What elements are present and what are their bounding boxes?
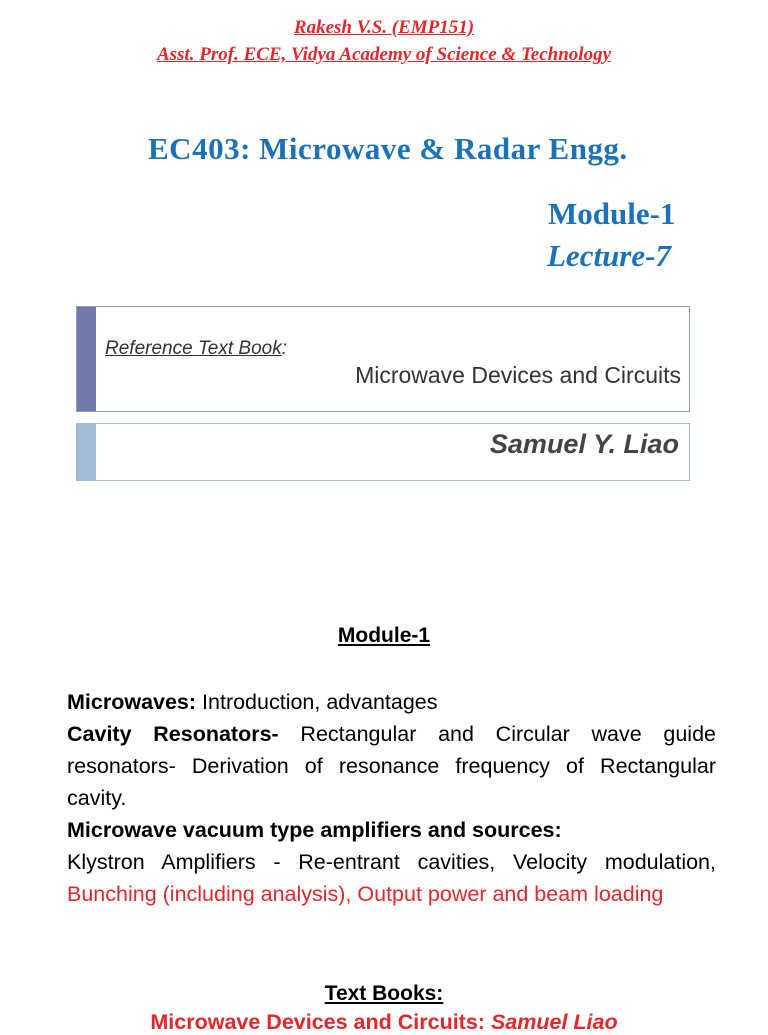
klystron-highlight: Bunching (including analysis), Output power and beam loading — [67, 882, 664, 906]
textbook-author: Samuel Liao — [490, 1010, 618, 1034]
reference-label-suffix: : — [281, 338, 288, 359]
reference-author: Samuel Y. Liao — [489, 429, 679, 459]
affiliation-line: Asst. Prof. ECE, Vidya Academy of Science & Technology — [156, 44, 612, 65]
module-label: Module-1 — [548, 196, 676, 231]
microwaves-text: Introduction, advantages — [196, 690, 438, 714]
klystron-text: Klystron Amplifiers - Re-entrant cavities, Velocity modulation, — [67, 850, 716, 874]
reference-label-text: Reference Text Book — [105, 338, 282, 359]
accent-bar — [77, 424, 96, 480]
cavity-label: Cavity Resonators- — [67, 722, 279, 746]
reference-label — [105, 338, 287, 360]
cavity-text: Rectangular and Circular wave guide resonators- Derivation of resonance frequency of Rectangular cavity. — [67, 722, 716, 810]
reference-author-box — [76, 423, 690, 481]
syllabus-heading: Module-1 — [337, 624, 431, 647]
syllabus-microwaves — [67, 686, 716, 718]
author-header — [0, 14, 768, 68]
amplifiers-label: Microwave vacuum type amplifiers and sources: — [67, 818, 562, 842]
microwaves-label: Microwaves: — [67, 690, 197, 714]
syllabus-body — [67, 686, 716, 910]
textbook-title: Microwave Devices and Circuits: — [150, 1010, 491, 1034]
syllabus-amplifiers — [67, 814, 716, 846]
lecture-label: Lecture-7 — [547, 238, 671, 273]
course-title: EC403: Microwave & Radar Engg. — [148, 131, 628, 166]
author-line: Rakesh V.S. (EMP151) — [293, 17, 475, 38]
accent-bar — [77, 307, 96, 411]
syllabus-klystron — [67, 846, 716, 910]
reference-textbook-box — [76, 306, 690, 412]
syllabus-cavity — [67, 718, 716, 814]
textbook-item — [0, 1010, 768, 1035]
reference-book-title: Microwave Devices and Circuits — [355, 362, 681, 388]
textbooks-heading: Text Books: — [324, 982, 444, 1005]
